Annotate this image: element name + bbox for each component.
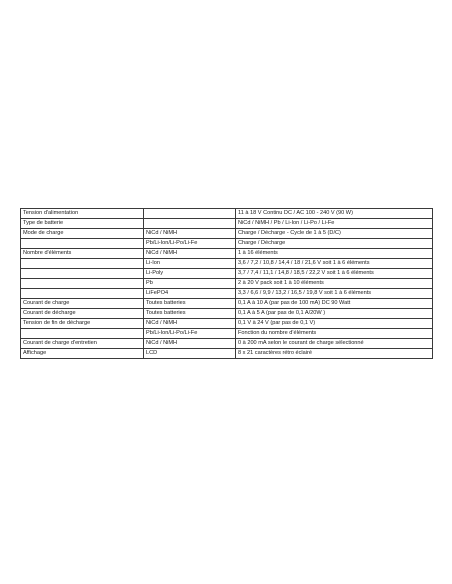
spec-value: 0,1 V à 24 V (par pas de 0,1 V) [236, 319, 433, 329]
spec-label: Affichage [21, 349, 144, 359]
spec-label: Courant de charge d'entretien [21, 339, 144, 349]
spec-label: Courant de charge [21, 299, 144, 309]
spec-category: Toutes batteries [144, 309, 236, 319]
table-row [21, 219, 433, 229]
table-row [21, 289, 433, 299]
spec-value: 1 à 16 éléments [236, 249, 433, 259]
spec-value: 0,1 A à 5 A (par pas de 0,1 A/20W ) [236, 309, 433, 319]
spec-label [21, 279, 144, 289]
spec-category: LCD [144, 349, 236, 359]
spec-category: Toutes batteries [144, 299, 236, 309]
table-row [21, 339, 433, 349]
spec-value: 0,1 A à 10 A (par pas de 100 mA) DC 90 Watt [236, 299, 433, 309]
specifications-table-body [21, 209, 433, 359]
spec-category: LiFePO4 [144, 289, 236, 299]
spec-category: Pb/Li-Ion/Li-Po/Li-Fe [144, 329, 236, 339]
spec-label [21, 329, 144, 339]
table-row [21, 249, 433, 259]
spec-value: 2 à 20 V pack soit 1 à 10 éléments [236, 279, 433, 289]
spec-label: Nombre d'éléments [21, 249, 144, 259]
spec-value: NiCd / NiMH / Pb / Li-Ion / Li-Po / Li-Fe [236, 219, 433, 229]
spec-label: Courant de décharge [21, 309, 144, 319]
table-row [21, 319, 433, 329]
specifications-table [20, 208, 433, 359]
spec-category [144, 219, 236, 229]
spec-label: Tension de fin de décharge [21, 319, 144, 329]
spec-label: Type de batterie [21, 219, 144, 229]
spec-value: 8 x 21 caractères rétro éclairé [236, 349, 433, 359]
table-row [21, 279, 433, 289]
spec-value: 11 à 18 V Continu DC / AC 100 - 240 V (90 W) [236, 209, 433, 219]
table-row [21, 209, 433, 219]
table-row [21, 239, 433, 249]
spec-value: 3,7 / 7,4 / 11,1 / 14,8 / 18,5 / 22,2 V soit 1 à 6 éléments [236, 269, 433, 279]
spec-category: Li-Ion [144, 259, 236, 269]
spec-category: NiCd / NiMH [144, 249, 236, 259]
spec-label [21, 269, 144, 279]
spec-label [21, 289, 144, 299]
spec-value: Charge / Décharge [236, 239, 433, 249]
table-row [21, 309, 433, 319]
spec-label: Mode de charge [21, 229, 144, 239]
table-row [21, 299, 433, 309]
spec-category: Pb/Li-Ion/Li-Po/Li-Fe [144, 239, 236, 249]
table-row [21, 329, 433, 339]
spec-value: 0 à 200 mA selon le courant de charge sélectionné [236, 339, 433, 349]
spec-category: NiCd / NiMH [144, 319, 236, 329]
table-row [21, 229, 433, 239]
spec-category: Li-Poly [144, 269, 236, 279]
spec-category: Pb [144, 279, 236, 289]
spec-label [21, 239, 144, 249]
spec-value: 3,3 / 6,6 / 9,9 / 13,2 / 16,5 / 19,8 V soit 1 à 6 éléments [236, 289, 433, 299]
spec-category: NiCd / NiMH [144, 339, 236, 349]
spec-category: NiCd / NiMH [144, 229, 236, 239]
spec-value: 3,6 / 7,2 / 10,8 / 14,4 / 18 / 21,6 V soit 1 à 6 éléments [236, 259, 433, 269]
spec-label: Tension d'alimentation [21, 209, 144, 219]
table-row [21, 269, 433, 279]
spec-label [21, 259, 144, 269]
table-row [21, 259, 433, 269]
spec-category [144, 209, 236, 219]
spec-value: Fonction du nombre d'éléments [236, 329, 433, 339]
table-row [21, 349, 433, 359]
spec-value: Charge / Décharge - Cycle de 1 à 5 (D/C) [236, 229, 433, 239]
